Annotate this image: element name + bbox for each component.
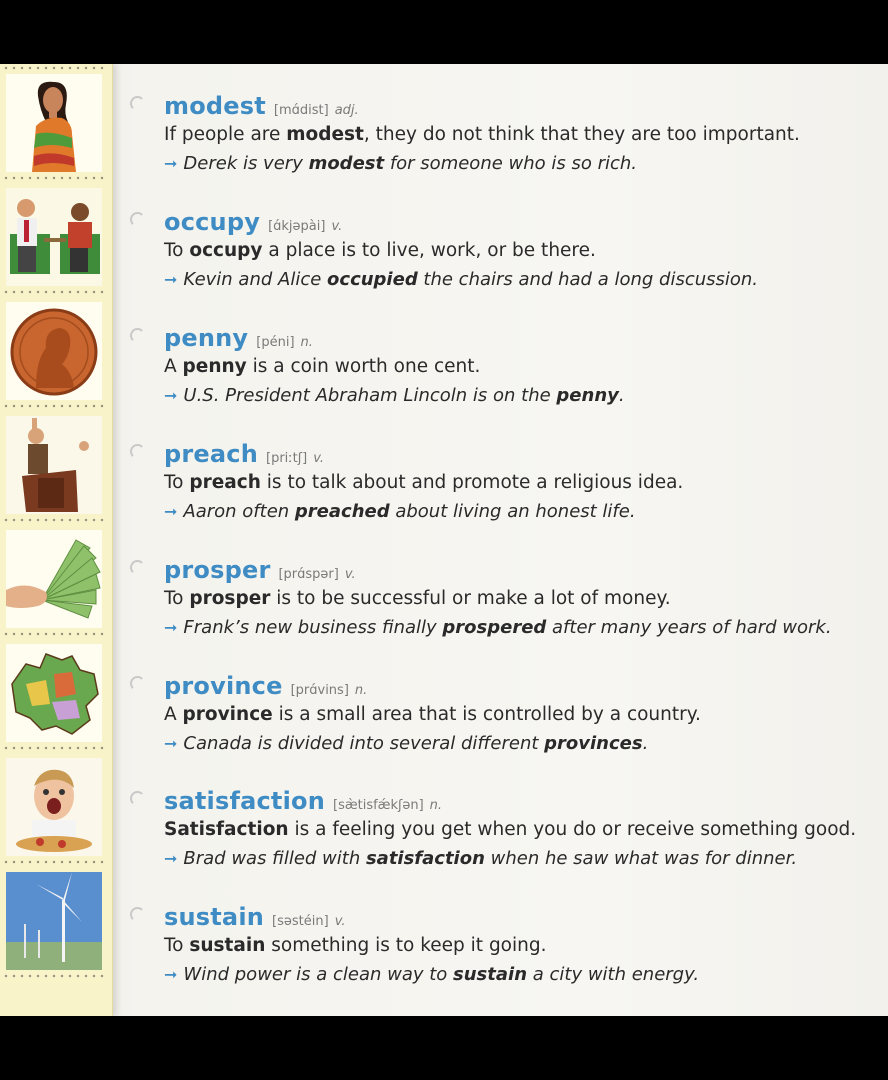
- definition: To prosper is to be successful or make a lot of money.: [164, 588, 671, 609]
- dotted-divider: [2, 974, 106, 978]
- dotted-divider: [2, 290, 106, 294]
- definition: To sustain something is to keep it going.: [164, 935, 547, 956]
- dotted-divider: [2, 860, 106, 864]
- example-sentence: ➞ Aaron often preached about living an honest life.: [164, 501, 636, 522]
- dotted-divider: [2, 632, 106, 636]
- entry-heading: [164, 324, 313, 352]
- part-of-speech: v.: [313, 451, 324, 466]
- headword: province: [164, 672, 283, 700]
- checkbox-circle-icon[interactable]: [130, 907, 145, 922]
- definition: To preach is to talk about and promote a religious idea.: [164, 472, 684, 493]
- vocabulary-page: [0, 64, 888, 1016]
- arrow-icon: ➞: [164, 618, 178, 637]
- checkbox-circle-icon[interactable]: [130, 560, 145, 575]
- part-of-speech: adj.: [334, 103, 359, 118]
- arrow-icon: ➞: [164, 734, 178, 753]
- part-of-speech: n.: [300, 335, 313, 350]
- money-fan-illustration: [6, 530, 102, 628]
- arrow-icon: ➞: [164, 965, 178, 984]
- checkbox-circle-icon[interactable]: [130, 791, 145, 806]
- dotted-divider: [2, 176, 106, 180]
- checkbox-circle-icon[interactable]: [130, 96, 145, 111]
- example-sentence: ➞ Frank’s new business finally prospered after many years of hard work.: [164, 617, 832, 638]
- headword: preach: [164, 440, 259, 468]
- headword: modest: [164, 92, 266, 120]
- example-sentence: ➞ Brad was filled with satisfaction when he saw what was for dinner.: [164, 848, 798, 869]
- wind-turbine-photo: [6, 872, 102, 970]
- headword: prosper: [164, 556, 271, 584]
- entry-heading: [164, 672, 367, 700]
- dotted-divider: [2, 518, 106, 522]
- illustration-strip: [0, 64, 113, 1016]
- pronunciation: [prɑ́spər]: [278, 567, 339, 582]
- arrow-icon: ➞: [164, 270, 178, 289]
- example-sentence: ➞ Wind power is a clean way to sustain a city with energy.: [164, 964, 700, 985]
- pronunciation: [prɑ́vins]: [290, 683, 349, 698]
- part-of-speech: n.: [429, 798, 443, 813]
- part-of-speech: n.: [354, 683, 368, 698]
- headword: occupy: [164, 208, 261, 236]
- entry-heading: [164, 92, 359, 120]
- pronunciation: [səstéin]: [272, 914, 329, 929]
- pronunciation: [priːtʃ]: [266, 451, 308, 466]
- pronunciation: [mɑ́dist]: [273, 103, 329, 118]
- dotted-divider: [2, 66, 106, 70]
- arrow-icon: ➞: [164, 386, 178, 405]
- woman-illustration: [6, 74, 102, 172]
- definition: A penny is a coin worth one cent.: [164, 356, 481, 377]
- example-sentence: ➞ U.S. President Abraham Lincoln is on the penny.: [164, 385, 625, 406]
- definition: Satisfaction is a feeling you get when you do or receive something good.: [164, 819, 857, 840]
- entry-heading: [164, 787, 442, 815]
- entry-heading: [164, 440, 324, 468]
- arrow-icon: ➞: [164, 154, 178, 173]
- pronunciation: [péni]: [256, 335, 295, 350]
- definition: A province is a small area that is controlled by a country.: [164, 704, 701, 725]
- happy-boy-illustration: [6, 758, 102, 856]
- penny-coin-illustration: [6, 302, 102, 400]
- headword: penny: [164, 324, 249, 352]
- canada-map-illustration: [6, 644, 102, 742]
- headword: satisfaction: [164, 787, 326, 815]
- checkbox-circle-icon[interactable]: [130, 444, 145, 459]
- definition: To occupy a place is to live, work, or be there.: [164, 240, 596, 261]
- checkbox-circle-icon[interactable]: [130, 328, 145, 343]
- entry-heading: [164, 903, 345, 931]
- preacher-illustration: [6, 416, 102, 514]
- checkbox-circle-icon[interactable]: [130, 676, 145, 691]
- checkbox-circle-icon[interactable]: [130, 212, 145, 227]
- part-of-speech: v.: [331, 219, 343, 234]
- arrow-icon: ➞: [164, 502, 178, 521]
- example-sentence: ➞ Derek is very modest for someone who is so rich.: [164, 153, 638, 174]
- part-of-speech: v.: [334, 914, 346, 929]
- headword: sustain: [164, 903, 265, 931]
- example-sentence: ➞ Canada is divided into several different provinces.: [164, 733, 649, 754]
- arrow-icon: ➞: [164, 849, 178, 868]
- dotted-divider: [2, 404, 106, 408]
- entry-heading: [164, 556, 356, 584]
- dotted-divider: [2, 746, 106, 750]
- definition: If people are modest, they do not think that they are too important.: [164, 124, 800, 145]
- office-meeting-illustration: [6, 188, 102, 286]
- entry-heading: [164, 208, 342, 236]
- pronunciation: [ɑ́kjəpài]: [268, 219, 326, 234]
- pronunciation: [sæ̀tisfǽkʃən]: [333, 798, 424, 813]
- part-of-speech: v.: [344, 567, 356, 582]
- example-sentence: ➞ Kevin and Alice occupied the chairs and had a long discussion.: [164, 269, 759, 290]
